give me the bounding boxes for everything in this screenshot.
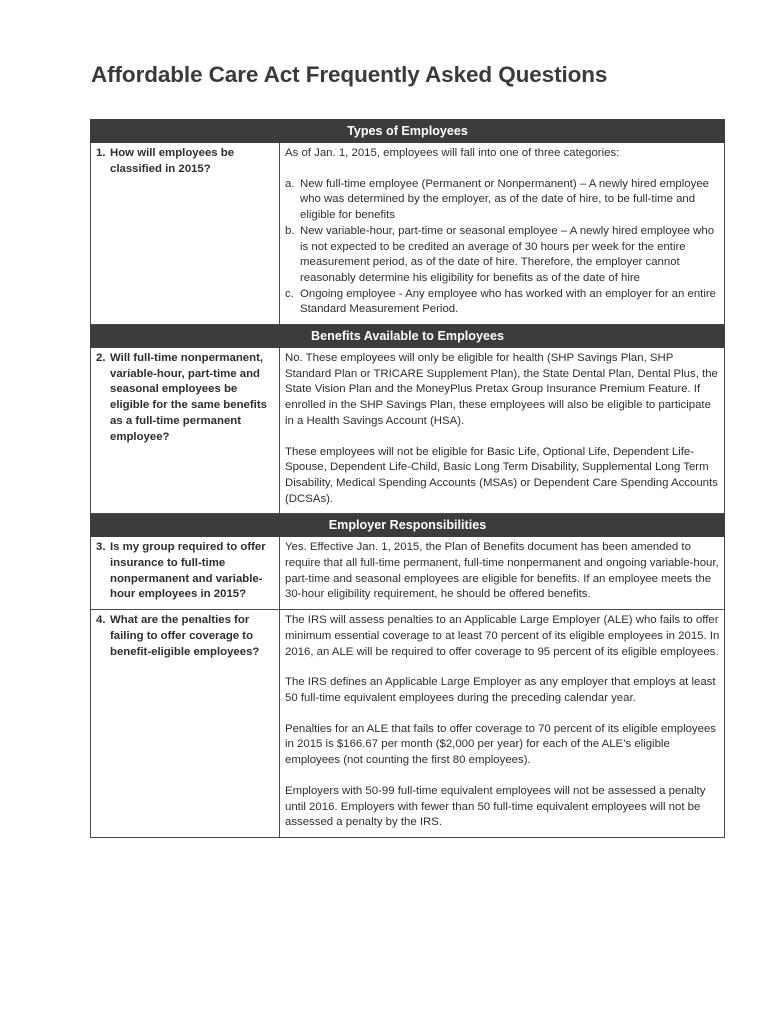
faq-row-2 xyxy=(91,348,725,514)
answer-paragraph: The IRS defines an Applicable Large Employer as any employer that employs at least 50 full-time equivalent employees during the preceding calendar year. xyxy=(285,676,716,704)
question-number: 1. xyxy=(96,147,106,159)
list-item xyxy=(285,287,720,318)
list-item-letter: a. xyxy=(285,177,295,190)
answer-cell xyxy=(280,537,725,610)
section-header-types-of-employees xyxy=(91,120,725,143)
answer-cell xyxy=(280,348,725,514)
list-item xyxy=(285,224,720,287)
answer-paragraph: Yes. Effective Jan. 1, 2015, the Plan of Benefits document has been amended to require that all full-time permanent, full-time nonpermanent and ongoing variable-hour, part-time and seasonal employees are eligible for benefits. If an employee meets the 30-hour eligibility requirement, he should be offered benefits. xyxy=(285,541,719,601)
question-cell xyxy=(91,610,280,838)
section-header-label: Employer Responsibilities xyxy=(91,514,725,537)
answer-paragraph: Penalties for an ALE that fails to offer coverage to 70 percent of its eligible employees in 2015 is $166.67 per month ($2,000 per year) for each of the ALE’s eligible employees (not counting the first 80 employees). xyxy=(285,722,716,767)
list-item-letter: c. xyxy=(285,287,294,300)
question-number: 3. xyxy=(96,541,106,554)
answer-paragraph: Employers with 50-99 full-time equivalent employees will not be assessed a penalty until 2016. Employers with fewer than 50 full-time equivalent employees will not be assessed a penalty by the IRS. xyxy=(285,784,706,829)
question-number: 4. xyxy=(96,614,106,627)
answer-cell xyxy=(280,143,725,325)
question-text: Is my group required to offer insurance to full-time nonpermanent and variable-hour employees in 2015? xyxy=(110,541,266,601)
section-header-employer-responsibilities xyxy=(91,514,725,537)
section-header-benefits-available xyxy=(91,325,725,348)
question-text: How will employees be classified in 2015? xyxy=(110,147,235,175)
faq-table xyxy=(90,119,725,838)
list-item-letter: b. xyxy=(285,224,295,237)
faq-row-1 xyxy=(91,143,725,325)
list-item-text: Ongoing employee - Any employee who has worked with an employer for an entire Standard Measurement Period. xyxy=(300,287,716,316)
answer-paragraph: No. These employees will only be eligible for health (SHP Savings Plan, SHP Standard Plan or TRICARE Supplement Plan), the State Dental Plan, Dental Plus, the State Vision Plan and the MoneyPlus Pretax Group Insurance Premium Feature. If enrolled in the SHP Savings Plan, these employees will also be eligible to participate in a Health Savings Account (HSA). xyxy=(285,352,718,427)
answer-intro: As of Jan. 1, 2015, employees will fall into one of three categories: xyxy=(285,147,620,159)
question-text: What are the penalties for failing to offer coverage to benefit-eligible employees? xyxy=(110,614,260,658)
answer-paragraph: These employees will not be eligible for Basic Life, Optional Life, Dependent Life-Spouse, Dependent Life-Child, Basic Long Term Disability, Supplemental Long Term Disability, Medical Spending Accounts (MSAs) or Dependent Care Spending Accounts (DCSAs). xyxy=(285,445,718,505)
section-header-label: Benefits Available to Employees xyxy=(91,325,725,348)
section-header-label: Types of Employees xyxy=(91,120,725,143)
list-item-text: New full-time employee (Permanent or Nonpermanent) – A newly hired employee who was determined by the employer, as of the date of hire, to be full-time and eligible for benefits xyxy=(300,177,709,222)
question-cell xyxy=(91,348,280,514)
list-item-text: New variable-hour, part-time or seasonal employee – A newly hired employee who is not expected to be credited an average of 30 hours per week for the entire measurement period, as of the date of hire. Therefore, the employer cannot reasonably determine his eligibility for benefits as of the date of hire xyxy=(300,224,715,284)
question-cell xyxy=(91,143,280,325)
question-cell xyxy=(91,537,280,610)
question-text: Will full-time nonpermanent, variable-hour, part-time and seasonal employees be eligible for the same benefits as a full-time permanent employee? xyxy=(110,352,267,443)
list-item xyxy=(285,177,720,224)
answer-list xyxy=(285,177,720,318)
answer-paragraph: The IRS will assess penalties to an Applicable Large Employer (ALE) who fails to offer minimum essential coverage to at least 70 percent of its eligible employees in 2015. In 2016, an ALE will be required to offer coverage to 95 percent of its eligible employees. xyxy=(285,614,720,658)
answer-cell xyxy=(280,610,725,838)
question-number: 2. xyxy=(96,352,106,365)
page-title: Affordable Care Act Frequently Asked Questions xyxy=(91,62,608,87)
faq-row-4 xyxy=(91,610,725,838)
faq-row-3 xyxy=(91,537,725,610)
